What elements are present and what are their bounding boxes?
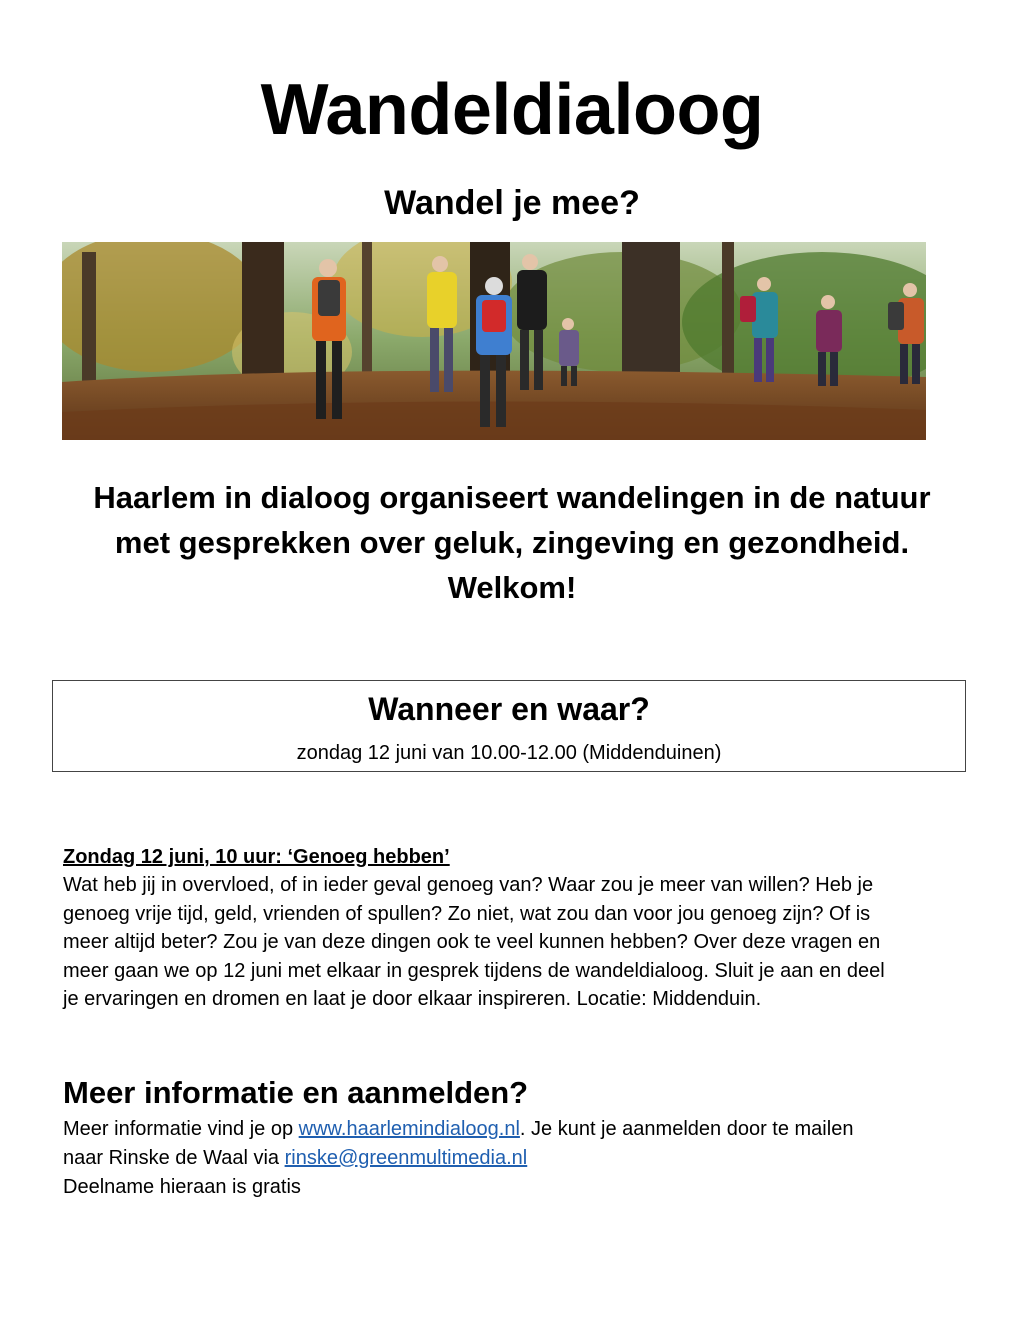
email-link[interactable]: rinske@greenmultimedia.nl: [284, 1147, 528, 1169]
more-info-line-1: [63, 1115, 963, 1144]
page-title: Wandeldialoog: [260, 70, 764, 150]
event-heading: Zondag 12 juni, 10 uur: ‘Genoeg hebben’: [63, 846, 450, 868]
forest-walkers-photo: [62, 242, 926, 440]
page-subtitle: Wandel je mee?: [384, 184, 640, 222]
more-info-text-2: . Je kunt je aanmelden door te mailen: [519, 1118, 854, 1140]
intro-line-1: Haarlem in dialoog organiseert wandelingen in de natuur: [93, 480, 931, 515]
website-link[interactable]: www.haarlemindialoog.nl: [298, 1118, 520, 1140]
when-where-box: [52, 680, 966, 772]
more-info-line-2: [63, 1144, 963, 1173]
event-line-4: meer gaan we op 12 juni met elkaar in gesprek tijdens de wandeldialoog. Sluit je aan en deel: [63, 959, 885, 982]
event-line-5: je ervaringen en dromen en laat je door elkaar inspireren. Locatie: Middenduin.: [63, 988, 762, 1010]
more-info-line-3: Deelname hieraan is gratis: [63, 1176, 301, 1198]
more-info-heading: Meer informatie en aanmelden?: [63, 1075, 529, 1110]
more-info-text-3: naar Rinske de Waal via: [63, 1147, 285, 1169]
intro-line-3: Welkom!: [447, 570, 577, 605]
intro-text: [40, 475, 984, 610]
intro-line-2: met gesprekken over geluk, zingeving en gezondheid.: [114, 525, 910, 560]
when-where-details: zondag 12 juni van 10.00-12.00 (Middenduinen): [296, 742, 722, 764]
more-info-body: [63, 1115, 963, 1202]
more-info-text-1: Meer informatie vind je op: [63, 1118, 299, 1140]
event-line-2: genoeg vrije tijd, geld, vrienden of spullen? Zo niet, wat zou dan voor jou genoeg zijn? Of is: [63, 902, 871, 925]
event-description: [63, 871, 963, 1014]
event-line-1: Wat heb jij in overvloed, of in ieder geval genoeg van? Waar zou je meer van willen? Heb je: [63, 874, 874, 896]
when-where-heading: Wanneer en waar?: [368, 691, 650, 727]
event-line-3: meer altijd beter? Zou je van deze dingen ook te veel kunnen hebben? Over deze vragen en: [63, 931, 881, 953]
